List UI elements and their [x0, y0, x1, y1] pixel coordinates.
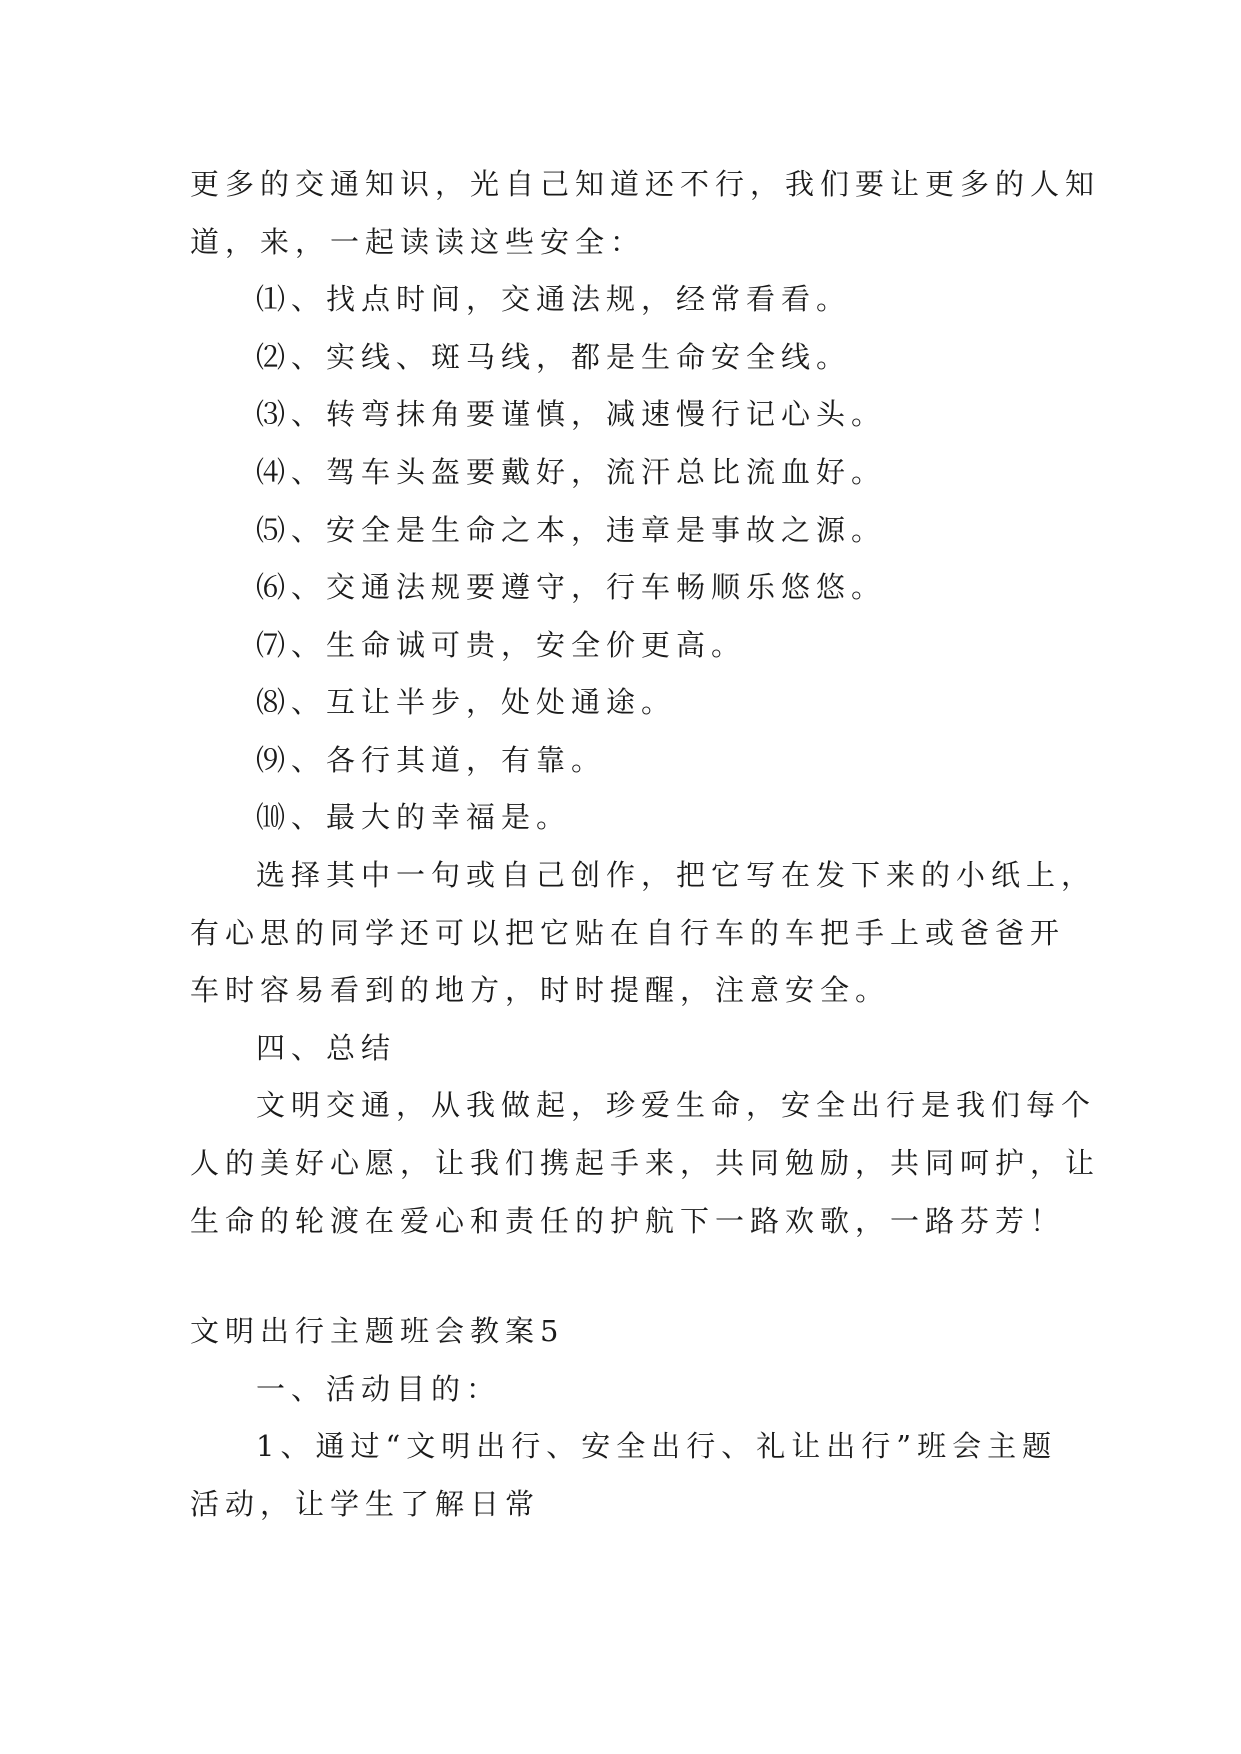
document-title: 文明出行主题班会教案5	[190, 1314, 565, 1348]
list-item: ⑶、转弯抹角要谨慎，减速慢行记心头。	[256, 397, 887, 431]
paragraph-line: 车时容易看到的地方，时时提醒，注意安全。	[190, 973, 891, 1007]
paragraph-line: 选择其中一句或自己创作，把它写在发下来的小纸上，	[256, 858, 1097, 892]
list-item: ⑹、交通法规要遵守，行车畅顺乐悠悠。	[256, 570, 887, 604]
list-item: ⑸、安全是生命之本，违章是事故之源。	[256, 513, 887, 547]
list-item: ⑺、生命诚可贵，安全价更高。	[256, 628, 747, 662]
paragraph-line: 生命的轮渡在爱心和责任的护航下一路欢歌，一路芬芳！	[190, 1204, 1066, 1238]
section-heading: 一、活动目的：	[256, 1372, 502, 1406]
paragraph-line: 人的美好心愿，让我们携起手来，共同勉励，共同呵护，让	[190, 1146, 1101, 1180]
paragraph-line: 1、通过“文明出行、安全出行、礼让出行”班会主题	[256, 1429, 1058, 1463]
paragraph-line: 活动，让学生了解日常	[190, 1487, 541, 1521]
list-item: ⑷、驾车头盔要戴好，流汗总比流血好。	[256, 455, 887, 489]
paragraph-line: 文明交通，从我做起，珍爱生命，安全出行是我们每个	[256, 1088, 1097, 1122]
list-item: ⑽、最大的幸福是。	[256, 800, 572, 834]
paragraph-line: 有心思的同学还可以把它贴在自行车的车把手上或爸爸开	[190, 916, 1066, 950]
section-heading: 四、总结	[256, 1031, 397, 1065]
paragraph-line: 道，来，一起读读这些安全：	[190, 225, 646, 259]
list-item: ⑻、互让半步，处处通途。	[256, 685, 677, 719]
paragraph-line: 更多的交通知识，光自己知道还不行，我们要让更多的人知	[190, 167, 1101, 201]
list-item: ⑴、找点时间，交通法规，经常看看。	[256, 282, 852, 316]
list-item: ⑼、各行其道，有靠。	[256, 743, 607, 777]
list-item: ⑵、实线、斑马线，都是生命安全线。	[256, 340, 852, 374]
